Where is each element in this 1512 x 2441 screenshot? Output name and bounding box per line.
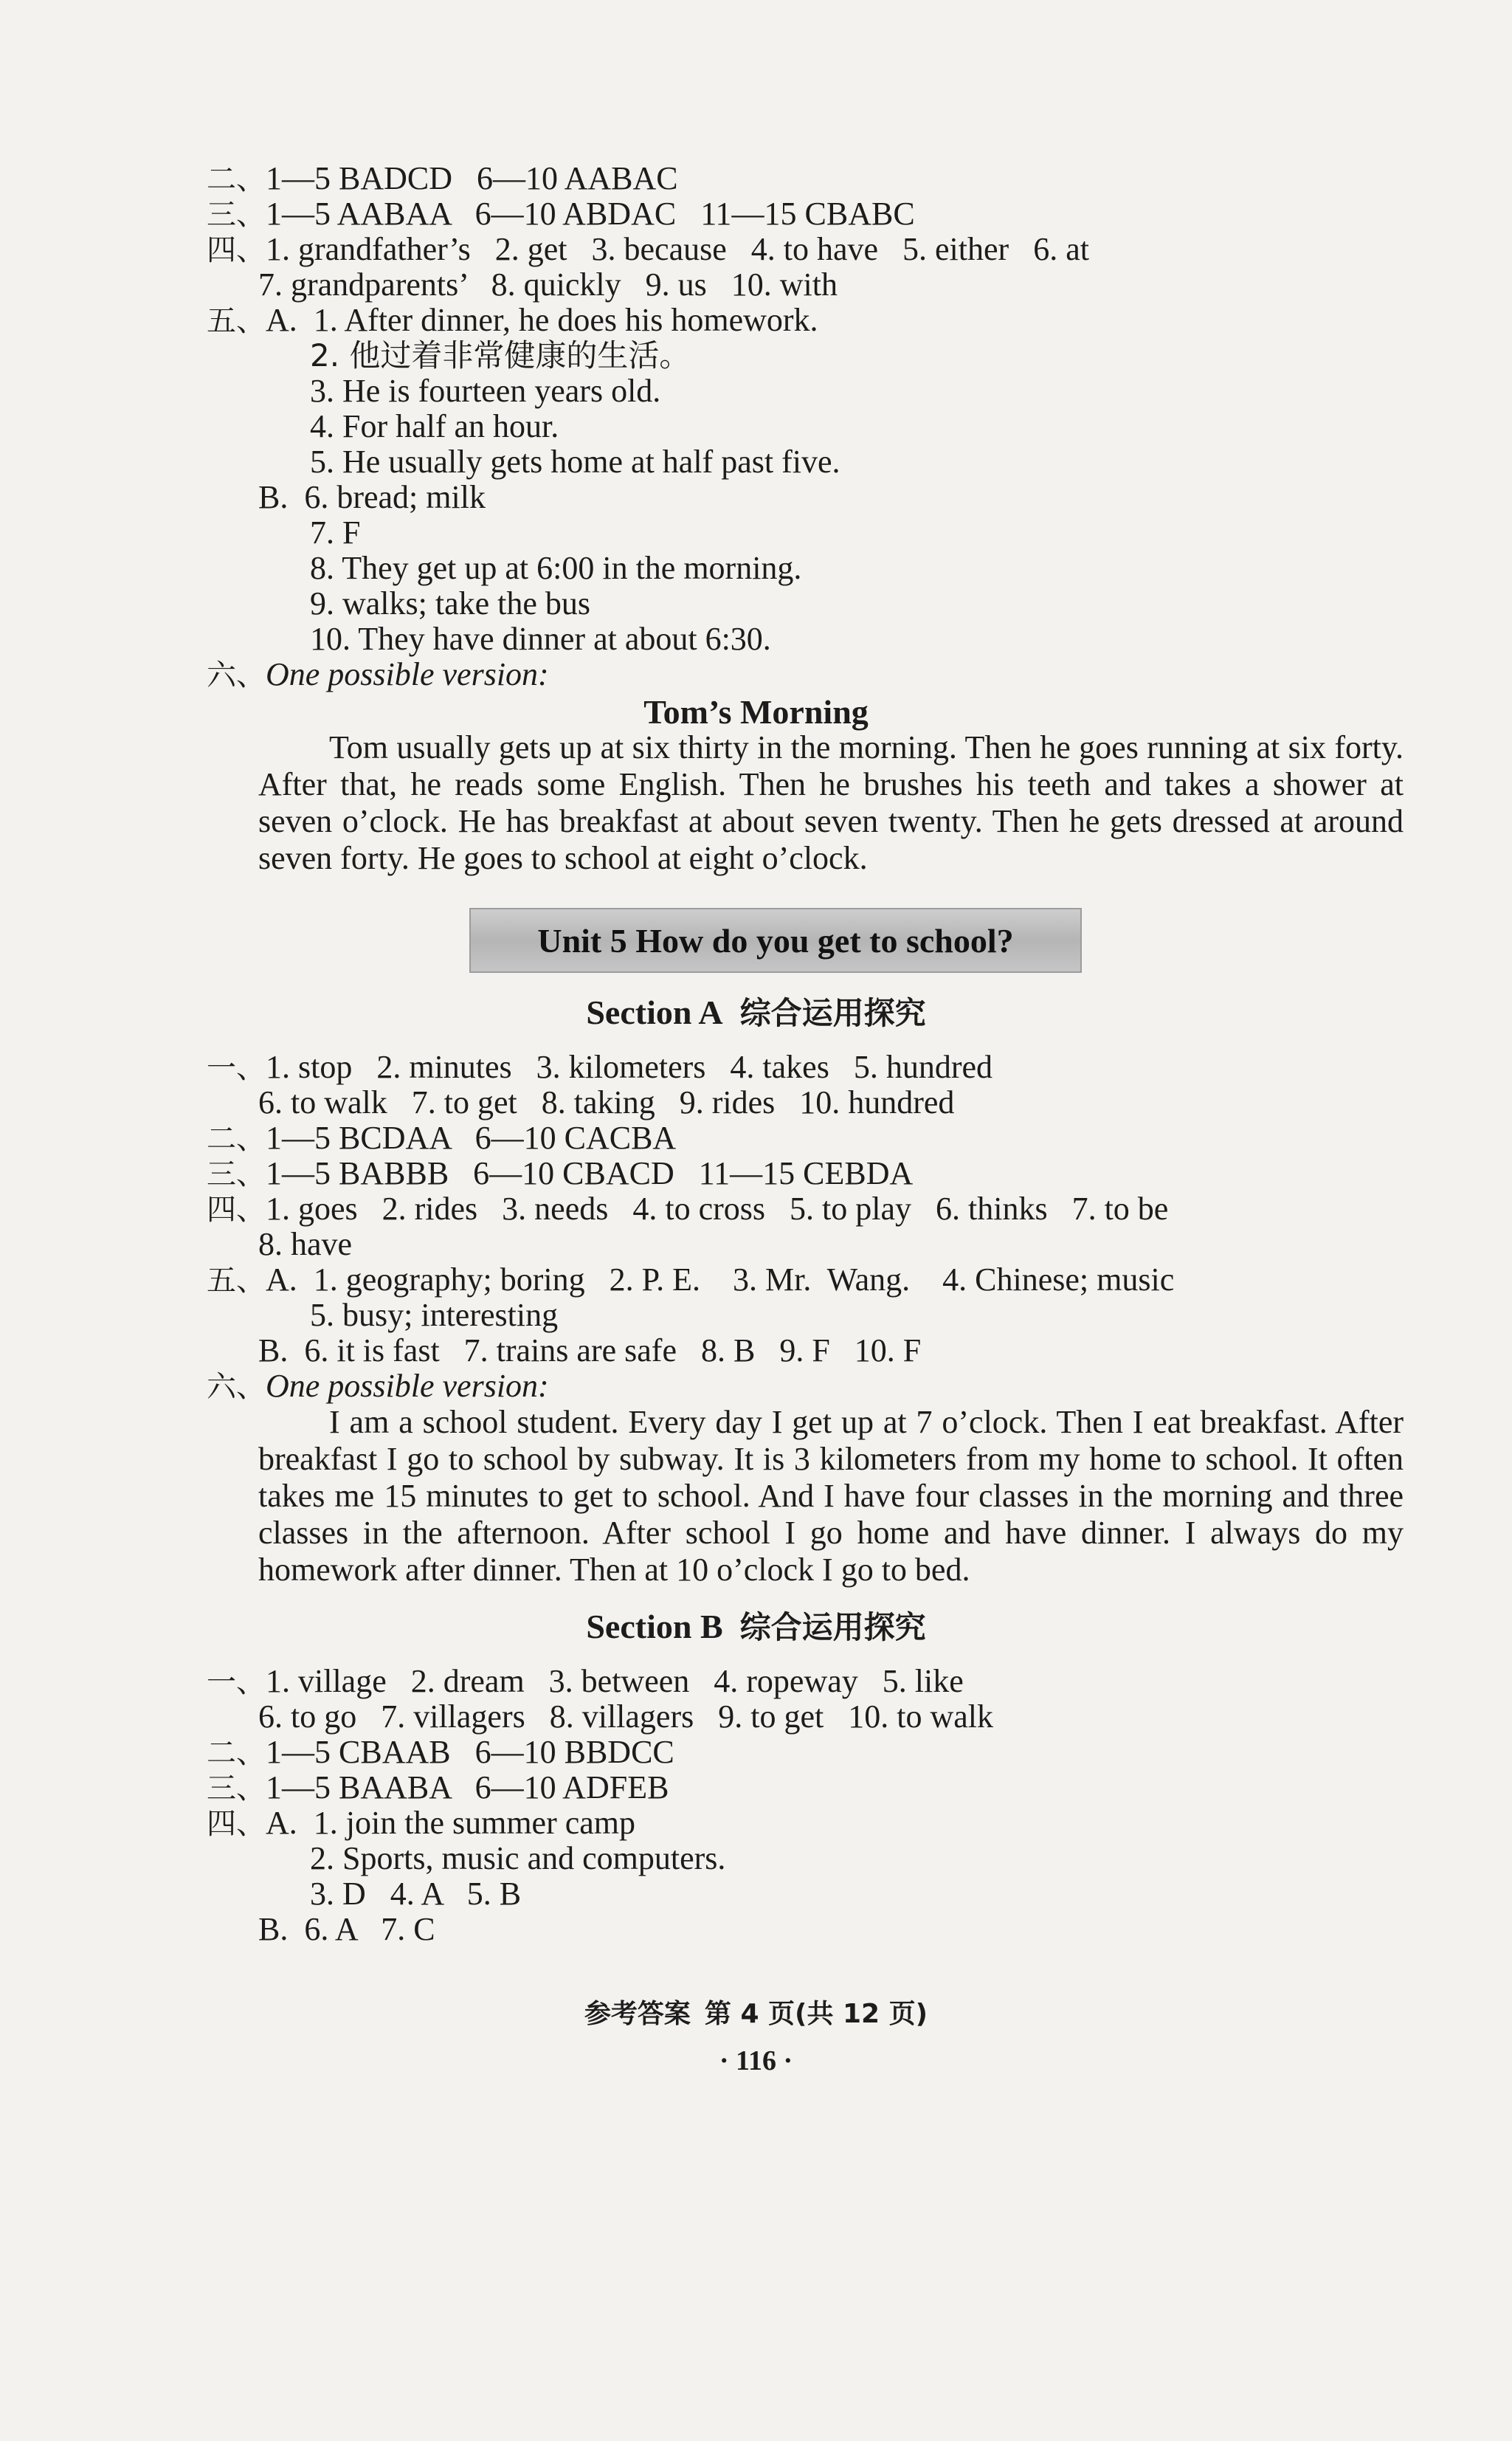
answer-line-5-b6: B. 6. bread; milk [258,479,486,515]
section-a-line-1b: 6. to walk 7. to get 8. taking 9. rides 10. hundred [258,1084,955,1120]
answer-line-5-b7: 7. F [310,514,361,551]
answer-line-5-b9: 9. walks; take the bus [310,585,591,622]
page-footer: 参考答案 第 4 页(共 12 页) [584,1999,928,2029]
answer-line-2: 二、1—5 BADCD 6—10 AABAC [207,159,678,199]
section-b-line-3: 三、1—5 BAABA 6—10 ADFEB [207,1769,669,1808]
section-a-line-6: 六、One possible version: [207,1367,549,1406]
section-label: 四、 [207,233,266,267]
section-label: 五、 [207,1264,266,1298]
section-a-line-4: 四、1. goes 2. rides 3. needs 4. to cross 5. to play 6. thinks 7. to be [207,1190,1168,1229]
section-label: 二、 [207,162,266,196]
answer-line-3: 三、1—5 AABAA 6—10 ABDAC 11—15 CBABC [207,195,915,234]
section-a-line-5: 五、A. 1. geography; boring 2. P. E. 3. Mr. Wang. 4. Chinese; music [207,1261,1174,1300]
section-b-line-1b: 6. to go 7. villagers 8. villagers 9. to get 10. to walk [258,1698,993,1735]
section-a-line-5b: 5. busy; interesting [310,1297,559,1333]
section-a-line-5c: B. 6. it is fast 7. trains are safe 8. B 9. F 10. F [258,1332,922,1368]
section-a-line-4b: 8. have [258,1226,353,1262]
answer-line-4: 四、1. grandfather’s 2. get 3. because 4. to have 5. either 6. at [207,230,1089,269]
essay-paragraph: Tom usually gets up at six thirty in the morning. Then he goes running at six forty. After that, he reads some English. Then he brushes his teeth and takes a shower at seven o’clock. He has breakfast at about seven twenty. Then he gets dressed at around seven forty. He goes to school at eight o’clock. [258,729,1404,876]
section-b-line-4b: 2. Sports, music and computers. [310,1840,726,1876]
unit-title: Unit 5 How do you get to school? [537,921,1014,960]
section-b-line-4d: B. 6. A 7. C [258,1911,435,1947]
answer-line-5-b10: 10. They have dinner at about 6:30. [310,621,771,657]
section-b-line-1: 一、1. village 2. dream 3. between 4. ropeway 5. like [207,1662,964,1701]
section-label: 一、 [207,1665,266,1699]
answer-line-5-4: 4. For half an hour. [310,408,559,444]
answer-line-5-b8: 8. They get up at 6:00 in the morning. [310,550,802,586]
section-b-line-4c: 3. D 4. A 5. B [310,1876,522,1912]
unit-banner [469,908,1082,973]
page-number: · 116 · [719,2045,793,2076]
section-label: 五、 [207,304,266,338]
section-label: 四、 [207,1193,266,1227]
answer-line-4b: 7. grandparents’ 8. quickly 9. us 10. with [258,266,838,303]
section-a-line-1: 一、1. stop 2. minutes 3. kilometers 4. takes 5. hundred [207,1048,993,1087]
section-label: 三、 [207,198,266,232]
section-a-line-2: 二、1—5 BCDAA 6—10 CACBA [207,1119,676,1158]
section-label: 二、 [207,1122,266,1156]
section-b-line-2: 二、1—5 CBAAB 6—10 BBDCC [207,1733,674,1772]
section-a-heading: Section A 综合运用探究 [586,994,926,1031]
section-label: 六、 [207,1370,266,1404]
section-a-essay: I am a school student. Every day I get up at 7 o’clock. Then I eat breakfast. After breakfast I go to school by subway. It is 3 kilometers from my home to school. It often takes me 15 minutes to get to school. And I have four classes in the morning and three classes in the afternoon. After school I go home and have dinner. I always do my homework after dinner. Then at 10 o’clock I go to bed. [258,1404,1404,1588]
answer-line-6: 六、One possible version: [207,655,549,695]
essay-title: Tom’s Morning [643,693,869,731]
section-b-heading: Section B 综合运用探究 [586,1608,926,1645]
section-label: 二、 [207,1736,266,1770]
section-b-line-4: 四、A. 1. join the summer camp [207,1804,635,1843]
section-label: 三、 [207,1772,266,1805]
answer-line-5-5: 5. He usually gets home at half past five. [310,444,840,480]
section-a-line-3: 三、1—5 BABBB 6—10 CBACD 11—15 CEBDA [207,1154,913,1194]
section-label: 六、 [207,658,266,692]
answer-line-5: 五、A. 1. After dinner, he does his homework. [207,301,818,340]
section-label: 四、 [207,1807,266,1841]
section-label: 三、 [207,1157,266,1191]
section-label: 一、 [207,1051,266,1085]
answer-line-5-3: 3. He is fourteen years old. [310,373,661,409]
answer-line-5-2: 2. 他过着非常健康的生活。 [310,337,691,373]
